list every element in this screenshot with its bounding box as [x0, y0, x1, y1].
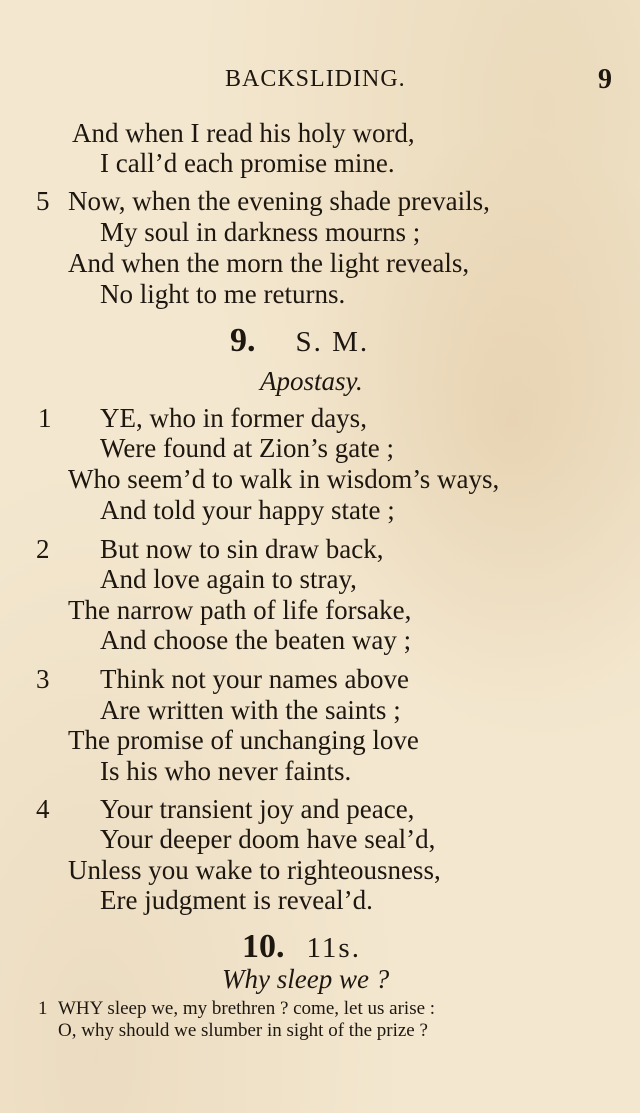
stanza-number: 3 — [36, 664, 50, 694]
page-number: 9 — [598, 64, 612, 95]
verse-line: Unless you wake to righteousness, — [68, 855, 441, 885]
verse-line: Now, when the evening shade prevails, — [68, 186, 490, 216]
verse-line: Are written with the saints ; — [100, 695, 401, 725]
verse-line: Is his who never faints. — [100, 756, 352, 786]
verse-line: My soul in darkness mourns ; — [100, 217, 421, 247]
stanza-number: 4 — [36, 794, 50, 824]
stanza-number: 2 — [36, 534, 50, 564]
verse-line: And when I read his holy word, — [72, 118, 415, 148]
verse-line: Who seem’d to walk in wisdom’s ways, — [68, 464, 500, 494]
hymn-subtitle: Why sleep we ? — [222, 964, 390, 994]
verse-line: Ere judgment is reveal’d. — [100, 885, 373, 915]
verse-line: No light to me returns. — [100, 279, 346, 309]
hymn-number: 10. — [242, 928, 285, 965]
verse-line: And told your happy state ; — [100, 495, 395, 525]
hymn-subtitle: Apostasy. — [260, 366, 363, 396]
hymn-meter: S. M. — [295, 326, 370, 358]
verse-line: The narrow path of life forsake, — [68, 595, 412, 625]
verse-line: Were found at Zion’s gate ; — [100, 433, 394, 463]
verse-line: O, why should we slumber in sight of the prize ? — [58, 1020, 428, 1041]
verse-line: Your transient joy and peace, — [100, 794, 415, 824]
hymn-heading — [230, 322, 369, 360]
hymn-heading — [242, 928, 361, 966]
verse-line: YE, who in former days, — [100, 403, 367, 433]
stanza-number: 1 — [38, 403, 52, 433]
verse-line: WHY sleep we, my brethren ? come, let us arise : — [58, 998, 436, 1019]
stanza-number: 5 — [36, 186, 50, 216]
verse-line: The promise of unchanging love — [68, 725, 419, 755]
verse-line: And love again to stray, — [100, 564, 357, 594]
hymn-number: 9. — [230, 322, 256, 359]
running-head-title: BACKSLIDING. — [225, 66, 406, 92]
verse-line: But now to sin draw back, — [100, 534, 384, 564]
running-head — [0, 64, 640, 98]
hymn-meter: 11s. — [306, 932, 361, 964]
verse-line: Your deeper doom have seal’d, — [100, 824, 436, 854]
stanza-number: 1 — [38, 998, 48, 1019]
verse-line: And when the morn the light reveals, — [68, 248, 470, 278]
verse-line: Think not your names above — [100, 664, 409, 694]
verse-line: I call’d each promise mine. — [100, 148, 395, 178]
verse-line: And choose the beaten way ; — [100, 625, 412, 655]
